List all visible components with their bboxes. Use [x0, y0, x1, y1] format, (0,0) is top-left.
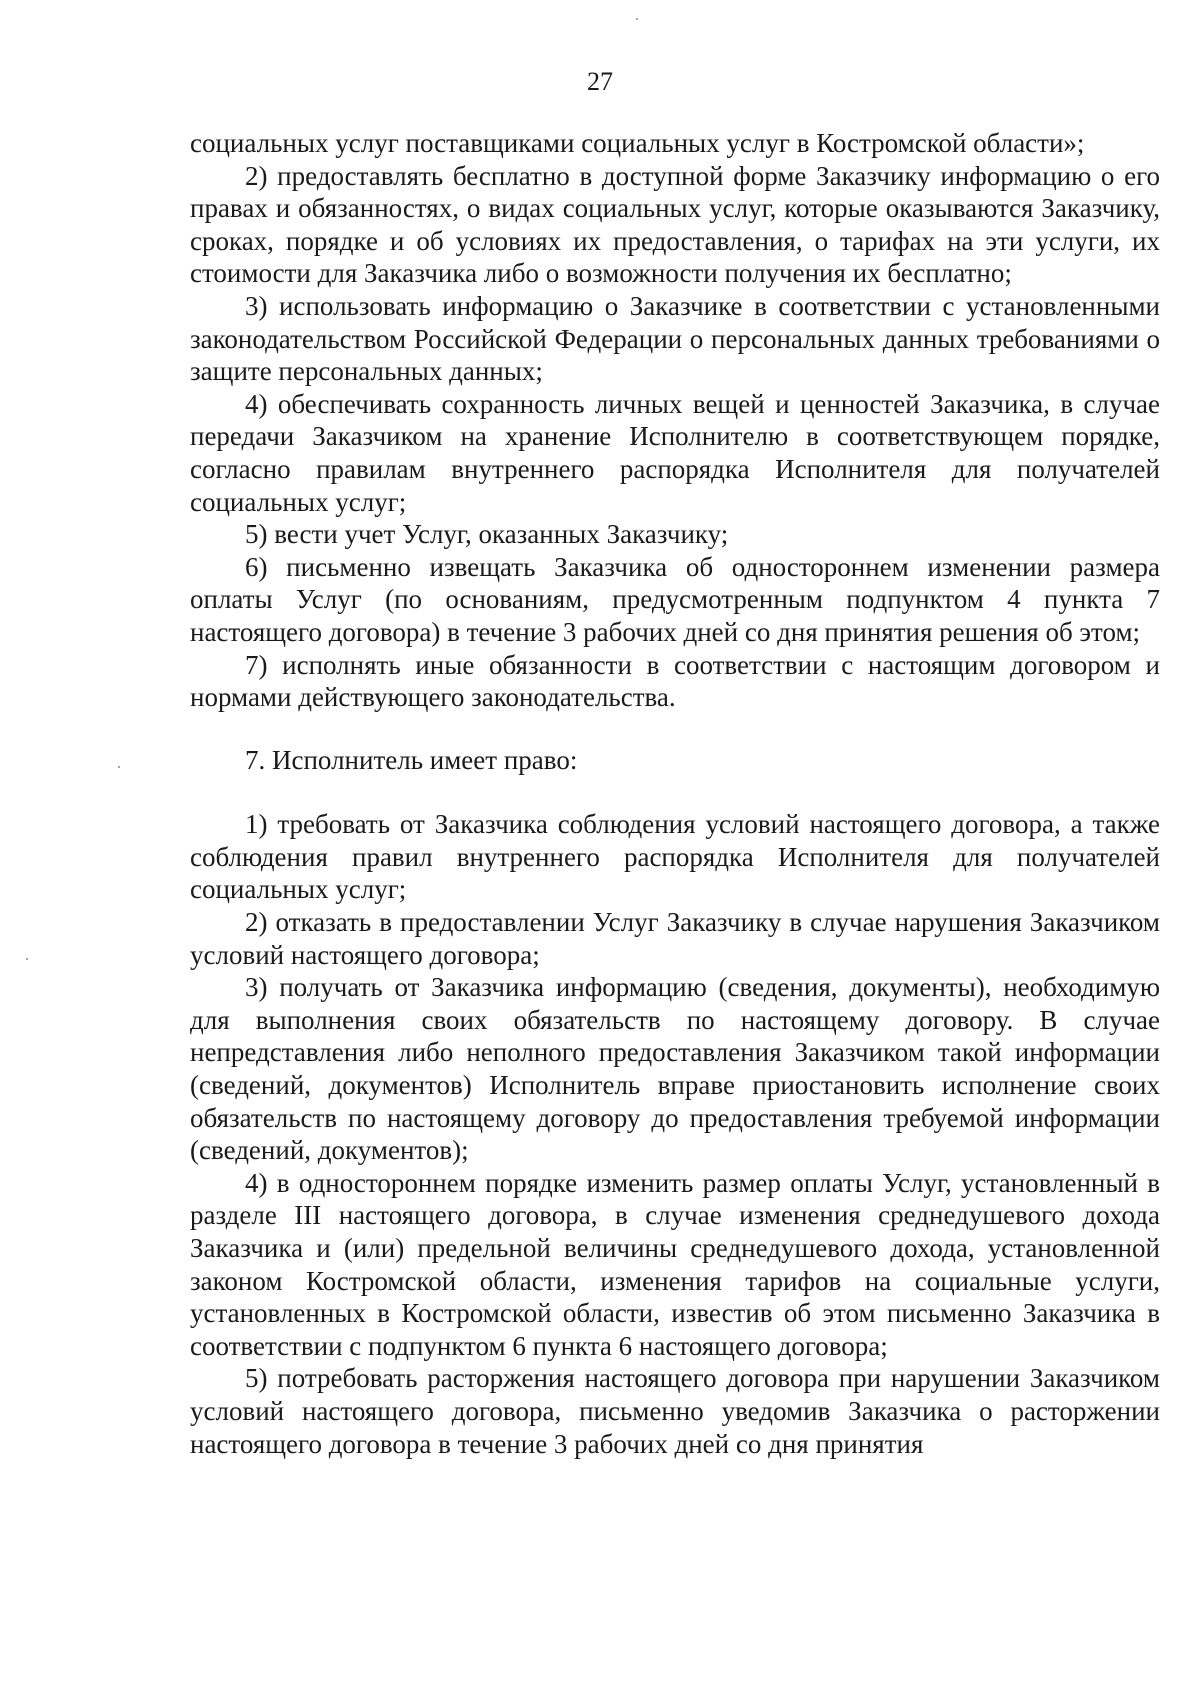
paragraph: социальных услуг поставщиками социальных услуг в Костромской области»;	[190, 128, 1085, 158]
section-heading: 7. Исполнитель имеет право:	[245, 744, 578, 775]
paragraph: 6) письменно извещать Заказчика об одностороннем изменении размера оплаты Услуг (по основаниям, предусмотренным подпунктом 4 пункта 7 настоящего договора) в течение 3 рабочих дней со дня принятия решения об этом;	[190, 551, 1160, 647]
paragraph: 4) обеспечивать сохранность личных вещей и ценностей Заказчика, в случае передачи Заказчиком на хранение Исполнителю в соответствующем порядке, согласно правилам внутреннего распорядка Исполнителя для получателей социальных услуг;	[190, 388, 1160, 517]
page-number: 27	[587, 67, 613, 96]
paragraph: 7) исполнять иные обязанности в соответствии с настоящим договором и нормами действующего законодательства.	[190, 649, 1160, 713]
spacer	[190, 776, 1160, 808]
paragraph: 5) потребовать расторжения настоящего договора при нарушении Заказчиком условий настоящего договора, письменно уведомив Заказчика о расторжении настоящего договора в течение 3 рабочих дней со дня принятия	[190, 1363, 1160, 1459]
paragraph: 3) получать от Заказчика информацию (сведения, документы), необходимую для выполнения своих обязательств по настоящему договору. В случае непредставления либо неполного предоставления Заказчиком такой информации (сведений, документов) Исполнитель вправе приостановить исполнение своих обязательств по настоящему договору до предоставления требуемой информации (сведений, документов);	[190, 972, 1160, 1166]
spacer	[190, 714, 1160, 744]
paragraph: 2) предоставлять бесплатно в доступной форме Заказчику информацию о его правах и обязанностях, о видах социальных услуг, которые оказываются Заказчику, сроках, порядке и об условиях их предоставления, о тарифах на эти услуги, их стоимости для Заказчика либо о возможности получения их бесплатно;	[190, 160, 1160, 289]
paragraph: 2) отказать в предоставлении Услуг Заказчику в случае нарушения Заказчиком условий настоящего договора;	[190, 907, 1160, 970]
paragraph: 4) в одностороннем порядке изменить размер оплаты Услуг, установленный в разделе III настоящего договора, в случае изменения среднедушевого дохода Заказчика и (или) предельной величины среднедушевого дохода, установленной законом Костромской области, изменения тарифов на социальные услуги, установленных в Костромской области, известив об этом письменно Заказчика в соответствии с подпунктом 6 пункта 6 настоящего договора;	[190, 1167, 1160, 1361]
paragraph: 3) использовать информацию о Заказчике в соответствии с установленными законодательством Российской Федерации о персональных данных требованиями о защите персональных данных;	[190, 290, 1160, 387]
paragraph: 5) вести учет Услуг, оказанных Заказчику;	[245, 519, 729, 550]
scan-speck	[636, 18, 638, 20]
document-body	[190, 127, 1160, 1460]
paragraph: 1) требовать от Заказчика соблюдения условий настоящего договора, а также соблюдения правил внутреннего распорядка Исполнителя для получателей социальных услуг;	[190, 809, 1160, 905]
scan-speck	[118, 766, 120, 768]
scan-speck	[26, 958, 28, 960]
